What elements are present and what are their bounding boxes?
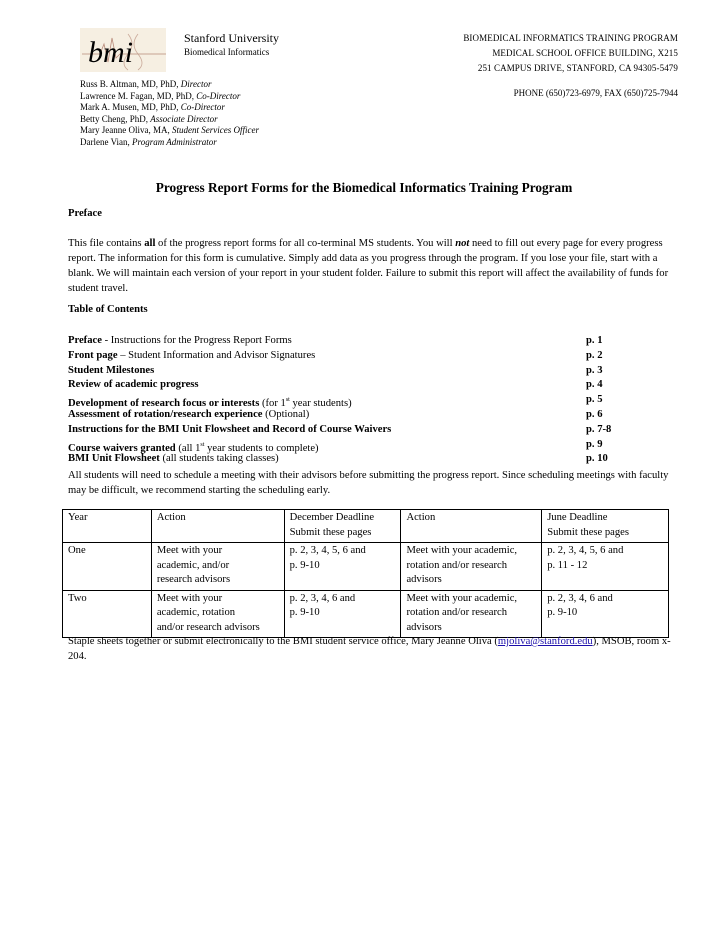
table-row	[63, 590, 669, 638]
toc-row: BMI Unit Flowsheet (all students taking classes) p. 10	[68, 453, 608, 465]
logo-text: bmi	[88, 36, 133, 69]
table-cell: p. 2, 3, 4, 6 and p. 9-10	[542, 590, 669, 638]
toc-row: Assessment of rotation/research experience (Optional) p. 6	[68, 408, 603, 420]
meeting-note: All students will need to schedule a meeting with their advisors before submitting the progress report. Since scheduling meetings with faculty may be difficult, we recommend starting the scheduling early.	[68, 470, 669, 496]
toc-row: Preface - Instructions for the Progress Report Forms p. 1	[68, 335, 603, 346]
table-cell: One	[63, 543, 152, 591]
toc-heading: Table of Contents	[68, 304, 148, 315]
toc-row: Instructions for the BMI Unit Flowsheet and Record of Course Waivers p. 7-8	[68, 423, 612, 435]
email-link[interactable]: mjoliva@stanford.edu	[497, 636, 593, 647]
table-cell: Meet with your academic, rotation and/or research advisors	[151, 590, 284, 638]
table-cell: p. 2, 3, 4, 5, 6 and p. 9-10	[284, 543, 401, 591]
toc-row: Development of research focus or interests (for 1st year students) p. 5	[68, 394, 603, 410]
staff-entry: Mary Jeanne Oliva, MA, Student Services Officer	[80, 125, 259, 136]
staff-entry: Darlene Vian, Program Administrator	[80, 136, 217, 147]
program-address	[463, 31, 678, 76]
table-header-row	[63, 510, 669, 543]
table-cell: p. 2, 3, 4, 6 and p. 9-10	[284, 590, 401, 638]
staff-entry: Betty Cheng, PhD, Associate Director	[80, 113, 218, 124]
table-cell: p. 2, 3, 4, 5, 6 and p. 11 - 12	[542, 543, 669, 591]
staff-list	[80, 79, 259, 149]
table-cell: Meet with your academic, rotation and/or research advisors	[401, 590, 542, 638]
toc-row: Review of academic progress p. 4	[68, 379, 603, 391]
toc-row: Student Milestones p. 3	[68, 364, 603, 376]
table-cell: Two	[63, 590, 152, 638]
phone-fax: PHONE (650)723-6979, FAX (650)725-7944	[513, 88, 678, 98]
table-cell: Meet with your academic, rotation and/or research advisors	[401, 543, 542, 591]
table-header-cell: Year	[63, 510, 152, 543]
toc-row: Course waivers granted (all 1st year students to complete) p. 9	[68, 438, 603, 454]
table-of-contents	[68, 334, 628, 467]
table-header-cell: June Deadline Submit these pages	[542, 510, 669, 543]
table-row	[63, 543, 669, 591]
staff-entry: Mark A. Musen, MD, PhD, Co-Director	[80, 102, 225, 113]
staple-note: Staple sheets together or submit electronically to the BMI student service office, Mary Jeanne Oliva (mjoliva@stanford.edu), MSOB, room x-204.	[68, 636, 671, 662]
preface-heading: Preface	[68, 208, 102, 219]
table-header-cell: Action	[401, 510, 542, 543]
preface-paragraph: This file contains all of the progress report forms for all co-terminal MS students. You will not need to fill out every page for every progress report. The information for this form is cumulative. Simply add data as you progress through the program. If you lose your file, start with a blank. We will maintain each version of your report in your student folder. Failure to submit this report will affect the availability of funds for student travel.	[68, 238, 669, 294]
table-header-cell: Action	[151, 510, 284, 543]
address-line: MEDICAL SCHOOL OFFICE BUILDING, X215	[492, 48, 678, 58]
schedule-table	[62, 509, 669, 638]
bmi-logo	[80, 28, 166, 72]
address-line: 251 CAMPUS DRIVE, STANFORD, CA 94305-5479	[477, 63, 678, 73]
table-header-cell: December Deadline Submit these pages	[284, 510, 401, 543]
staff-entry: Russ B. Altman, MD, PhD, Director	[80, 79, 212, 89]
document-title: Progress Report Forms for the Biomedical Informatics Training Program	[155, 180, 573, 195]
table-cell: Meet with your academic, and/or research advisors	[151, 543, 284, 591]
toc-row: Front page – Student Information and Advisor Signatures p. 2	[68, 349, 603, 361]
department-name: Biomedical Informatics	[184, 47, 270, 57]
university-name: Stanford University	[184, 31, 279, 45]
address-line: BIOMEDICAL INFORMATICS TRAINING PROGRAM	[463, 33, 678, 43]
staff-entry: Lawrence M. Fagan, MD, PhD, Co-Director	[80, 90, 241, 101]
